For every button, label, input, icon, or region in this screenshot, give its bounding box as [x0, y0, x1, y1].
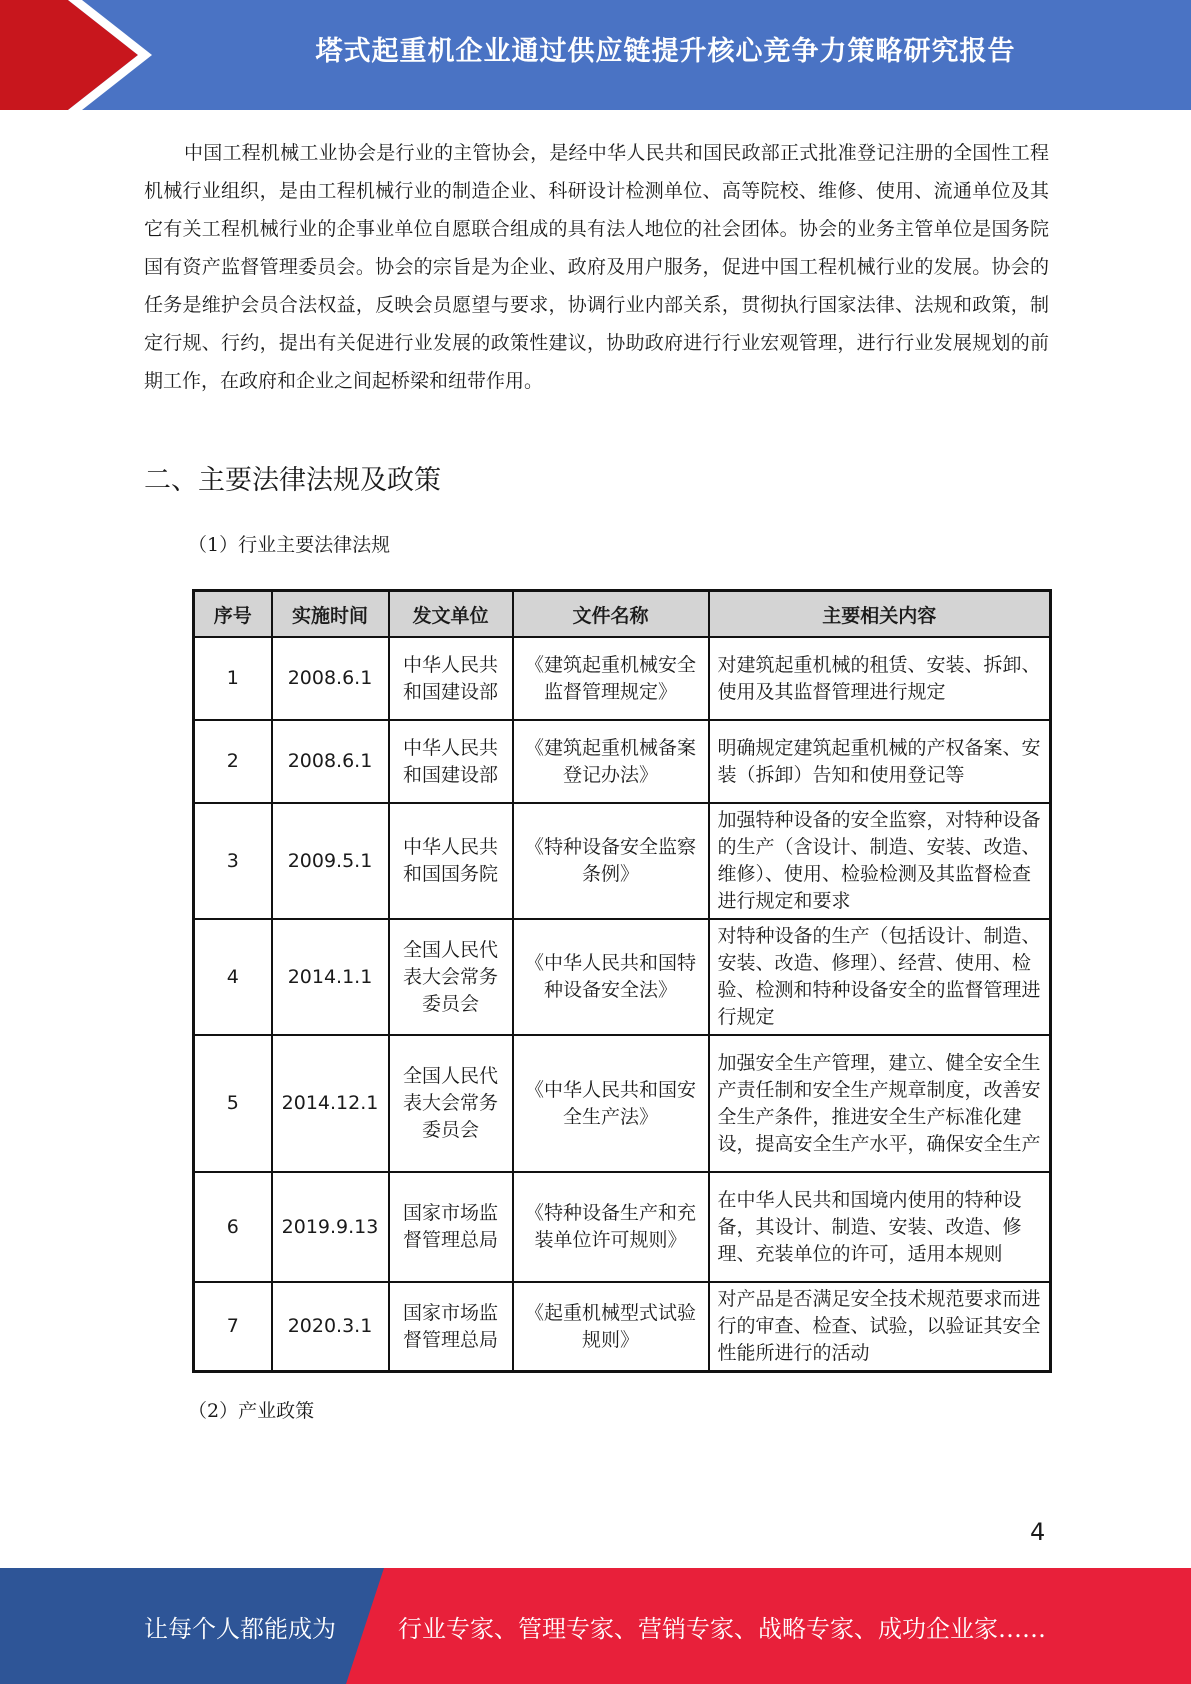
cell-issuer: 全国人民代表大会常务委员会	[389, 919, 513, 1035]
cell-date: 2014.1.1	[272, 919, 389, 1035]
footer-slogan-left: 让每个人都能成为	[144, 1614, 336, 1643]
cell-document: 《建筑起重机械安全监督管理规定》	[513, 637, 709, 720]
laws-table	[192, 589, 1052, 1373]
cell-document: 《特种设备安全监察条例》	[513, 803, 709, 919]
cell-date: 2014.12.1	[272, 1035, 389, 1172]
header-cell-document: 文件名称	[513, 591, 709, 638]
table-row	[194, 637, 1051, 720]
cell-issuer: 中华人民共和国建设部	[389, 637, 513, 720]
header-cell-date: 实施时间	[272, 591, 389, 638]
table-header-row	[194, 591, 1051, 638]
header-cell-number: 序号	[194, 591, 272, 638]
header-cell-content: 主要相关内容	[709, 591, 1051, 638]
cell-issuer: 中华人民共和国建设部	[389, 720, 513, 803]
cell-issuer: 国家市场监督管理总局	[389, 1282, 513, 1372]
cell-date: 2009.5.1	[272, 803, 389, 919]
cell-issuer: 中华人民共和国国务院	[389, 803, 513, 919]
cell-date: 2008.6.1	[272, 720, 389, 803]
cell-date: 2019.9.13	[272, 1172, 389, 1282]
section-title: 二、主要法律法规及政策	[144, 465, 441, 496]
cell-document: 《起重机械型式试验规则》	[513, 1282, 709, 1372]
cell-document: 《建筑起重机械备案登记办法》	[513, 720, 709, 803]
cell-content: 对产品是否满足安全技术规范要求而进行的审查、检查、试验，以验证其安全性能所进行的活动	[709, 1282, 1051, 1372]
cell-date: 2008.6.1	[272, 637, 389, 720]
footer-slogan-right: 行业专家、管理专家、营销专家、战略专家、成功企业家……	[398, 1614, 1046, 1643]
cell-content: 明确规定建筑起重机械的产权备案、安装（拆卸）告知和使用登记等	[709, 720, 1051, 803]
cell-date: 2020.3.1	[272, 1282, 389, 1372]
cell-number: 7	[194, 1282, 272, 1372]
page-number: 4	[1030, 1518, 1046, 1546]
cell-issuer: 全国人民代表大会常务委员会	[389, 1035, 513, 1172]
cell-number: 6	[194, 1172, 272, 1282]
cell-document: 《中华人民共和国特种设备安全法》	[513, 919, 709, 1035]
cell-number: 5	[194, 1035, 272, 1172]
cell-issuer: 国家市场监督管理总局	[389, 1172, 513, 1282]
cell-number: 4	[194, 919, 272, 1035]
table-row	[194, 919, 1051, 1035]
cell-content: 对特种设备的生产（包括设计、制造、安装、改造、修理）、经营、使用、检验、检测和特种设备安全的监督管理进行规定	[709, 919, 1051, 1035]
cell-document: 《中华人民共和国安全生产法》	[513, 1035, 709, 1172]
report-title: 塔式起重机企业通过供应链提升核心竞争力策略研究报告	[315, 35, 1016, 67]
cell-content: 加强特种设备的安全监察，对特种设备的生产（含设计、制造、安装、改造、维修）、使用、检验检测及其监督检查进行规定和要求	[709, 803, 1051, 919]
table-row	[194, 720, 1051, 803]
table-row	[194, 1282, 1051, 1372]
page-footer	[0, 1568, 1191, 1684]
table-row	[194, 1172, 1051, 1282]
table-row	[194, 803, 1051, 919]
cell-content: 加强安全生产管理，建立、健全安全生产责任制和安全生产规章制度，改善安全生产条件，推进安全生产标准化建设，提高安全生产水平，确保安全生产	[709, 1035, 1051, 1172]
cell-content: 在中华人民共和国境内使用的特种设备，其设计、制造、安装、改造、修理、充装单位的许可，适用本规则	[709, 1172, 1051, 1282]
intro-paragraph: 中国工程机械工业协会是行业的主管协会，是经中华人民共和国民政部正式批准登记注册的全国性工程机械行业组织，是由工程机械行业的制造企业、科研设计检测单位、高等院校、维修、使用、流通单位及其它有关工程机械行业的企事业单位自愿联合组成的具有法人地位的社会团体。协会的业务主管单位是国务院国有资产监督管理委员会。协会的宗旨是为企业、政府及用户服务，促进中国工程机械行业的发展。协会的任务是维护会员合法权益，反映会员愿望与要求，协调行业内部关系，贯彻执行国家法律、法规和政策，制定行规、行约，提出有关促进行业发展的政策性建议，协助政府进行行业宏观管理，进行行业发展规划的前期工作，在政府和企业之间起桥梁和纽带作用。	[144, 142, 1049, 392]
laws-table-container	[192, 589, 1049, 1373]
cell-number: 3	[194, 803, 272, 919]
table-row	[194, 1035, 1051, 1172]
cell-number: 1	[194, 637, 272, 720]
subsection-laws-title: （1）行业主要法律法规	[188, 534, 391, 556]
header-cell-issuer: 发文单位	[389, 591, 513, 638]
cell-document: 《特种设备生产和充装单位许可规则》	[513, 1172, 709, 1282]
page-header	[0, 0, 1191, 110]
cell-content: 对建筑起重机械的租赁、安装、拆卸、使用及其监督管理进行规定	[709, 637, 1051, 720]
subsection-policy-title: （2）产业政策	[188, 1400, 315, 1422]
cell-number: 2	[194, 720, 272, 803]
